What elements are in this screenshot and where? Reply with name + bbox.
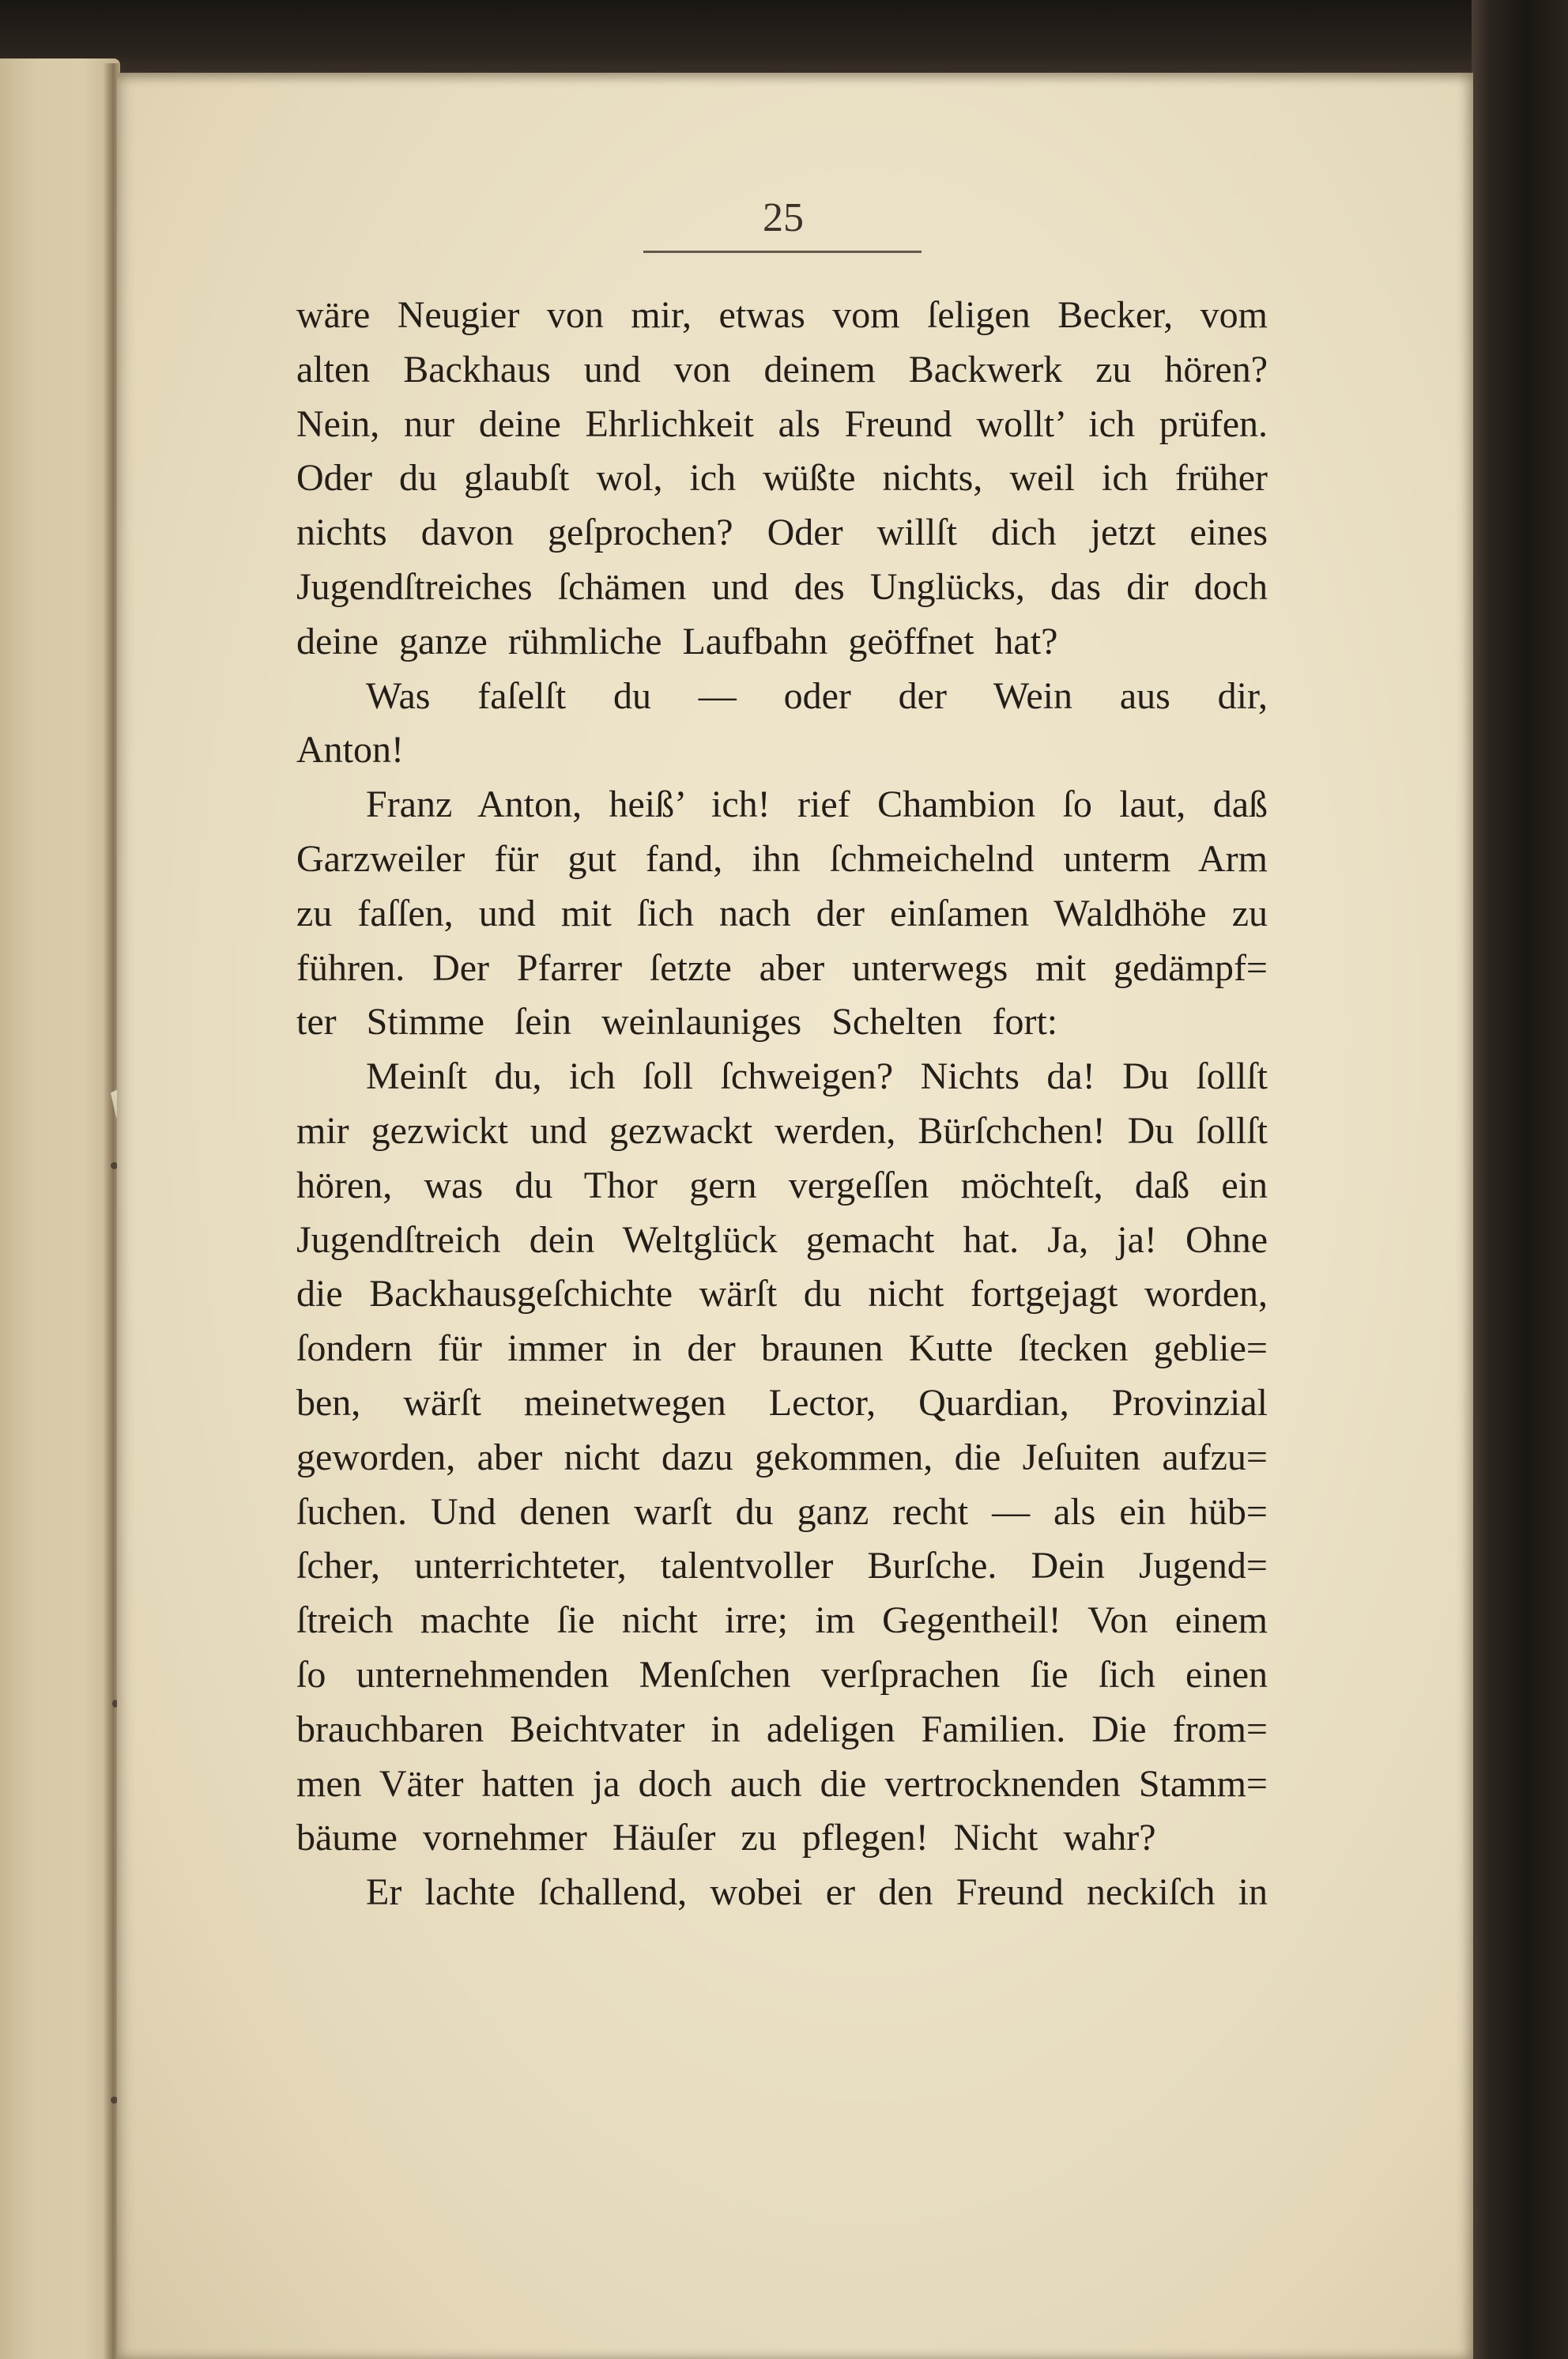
- text-line: Jugendſtreiches ſchämen und des Unglücks, das dir doch: [296, 565, 1268, 608]
- text-line: ſcher, unterrichteter, talentvoller Burſche. Dein Jugend=: [296, 1545, 1268, 1587]
- text-line: führen. Der Pfarrer ſetzte aber unterwegs mit gedämpf=: [296, 946, 1268, 989]
- book-page: [117, 73, 1473, 2359]
- text-line: Er lachte ſchallend, wobei er den Freund neckiſch in: [366, 1871, 1268, 1914]
- text-line: Garzweiler für gut fand, ihn ſchmeichelnd unterm Arm: [296, 837, 1268, 880]
- text-line: ſuchen. Und denen warſt du ganz recht — als ein hüb=: [296, 1490, 1268, 1533]
- book-binding-edge: [1472, 0, 1568, 2359]
- text-line: hören, was du Thor gern vergeſſen möchteſt, daß ein: [296, 1164, 1268, 1206]
- text-line: geworden, aber nicht dazu gekommen, die Jeſuiten aufzu=: [296, 1436, 1268, 1478]
- text-line: ter Stimme ſein weinlauniges Schelten fort:: [296, 1001, 1058, 1044]
- text-line: deine ganze rühmliche Laufbahn geöffnet hat?: [296, 620, 1058, 662]
- text-line: Was faſelſt du — oder der Wein aus dir,: [366, 674, 1268, 717]
- paragraph: [296, 670, 1268, 779]
- paragraph: [296, 1866, 1268, 1920]
- text-line: Franz Anton, heiß’ ich! rief Chambion ſo laut, daß: [366, 783, 1268, 826]
- text-line: zu faſſen, und mit ſich nach der einſamen Waldhöhe zu: [296, 892, 1268, 934]
- text-line: ſo unternehmenden Menſchen verſprachen ſie ſich einen: [296, 1653, 1268, 1696]
- text-line: Nein, nur deine Ehrlichkeit als Freund wollt’ ich prüfen.: [296, 402, 1268, 445]
- text-line: ſtreich machte ſie nicht irre; im Gegentheil! Von einem: [296, 1599, 1268, 1642]
- text-line: ſondern für immer in der braunen Kutte ſtecken geblie=: [296, 1327, 1268, 1370]
- paragraph: [296, 778, 1268, 1050]
- paragraph: [296, 1050, 1268, 1866]
- text-line: wäre Neugier von mir, etwas vom ſeligen Becker, vom: [296, 294, 1268, 336]
- header-rule: [643, 251, 922, 253]
- page-number: 25: [763, 195, 804, 240]
- text-line: nichts davon geſprochen? Oder willſt dich jetzt eines: [296, 511, 1268, 554]
- text-line: mir gezwickt und gezwackt werden, Bürſchchen! Du ſollſt: [296, 1109, 1268, 1152]
- paragraph: [296, 289, 1268, 670]
- text-line: Anton!: [296, 729, 404, 772]
- text-line: die Backhausgeſchichte wärſt du nicht fortgejagt worden,: [296, 1273, 1268, 1315]
- text-line: ben, wärſt meinetwegen Lector, Quardian, Provinzial: [296, 1381, 1268, 1424]
- text-line: alten Backhaus und von deinem Backwerk zu hören?: [296, 348, 1268, 391]
- text-line: Jugendſtreich dein Weltglück gemacht hat. Ja, ja! Ohne: [296, 1218, 1268, 1261]
- text-line: bäume vornehmer Häuſer zu pflegen! Nicht wahr?: [296, 1817, 1156, 1859]
- text-line: brauchbaren Beichtvater in adeligen Familien. Die from=: [296, 1708, 1268, 1750]
- text-line: Oder du glaubſt wol, ich wüßte nichts, weil ich früher: [296, 457, 1268, 500]
- text-line: Meinſt du, ich ſoll ſchweigen? Nichts da! Du ſollſt: [366, 1055, 1268, 1098]
- book-binding-top: [0, 0, 1568, 76]
- text-line: men Väter hatten ja doch auch die vertrocknenden Stamm=: [296, 1762, 1268, 1805]
- body-text: [296, 289, 1268, 1920]
